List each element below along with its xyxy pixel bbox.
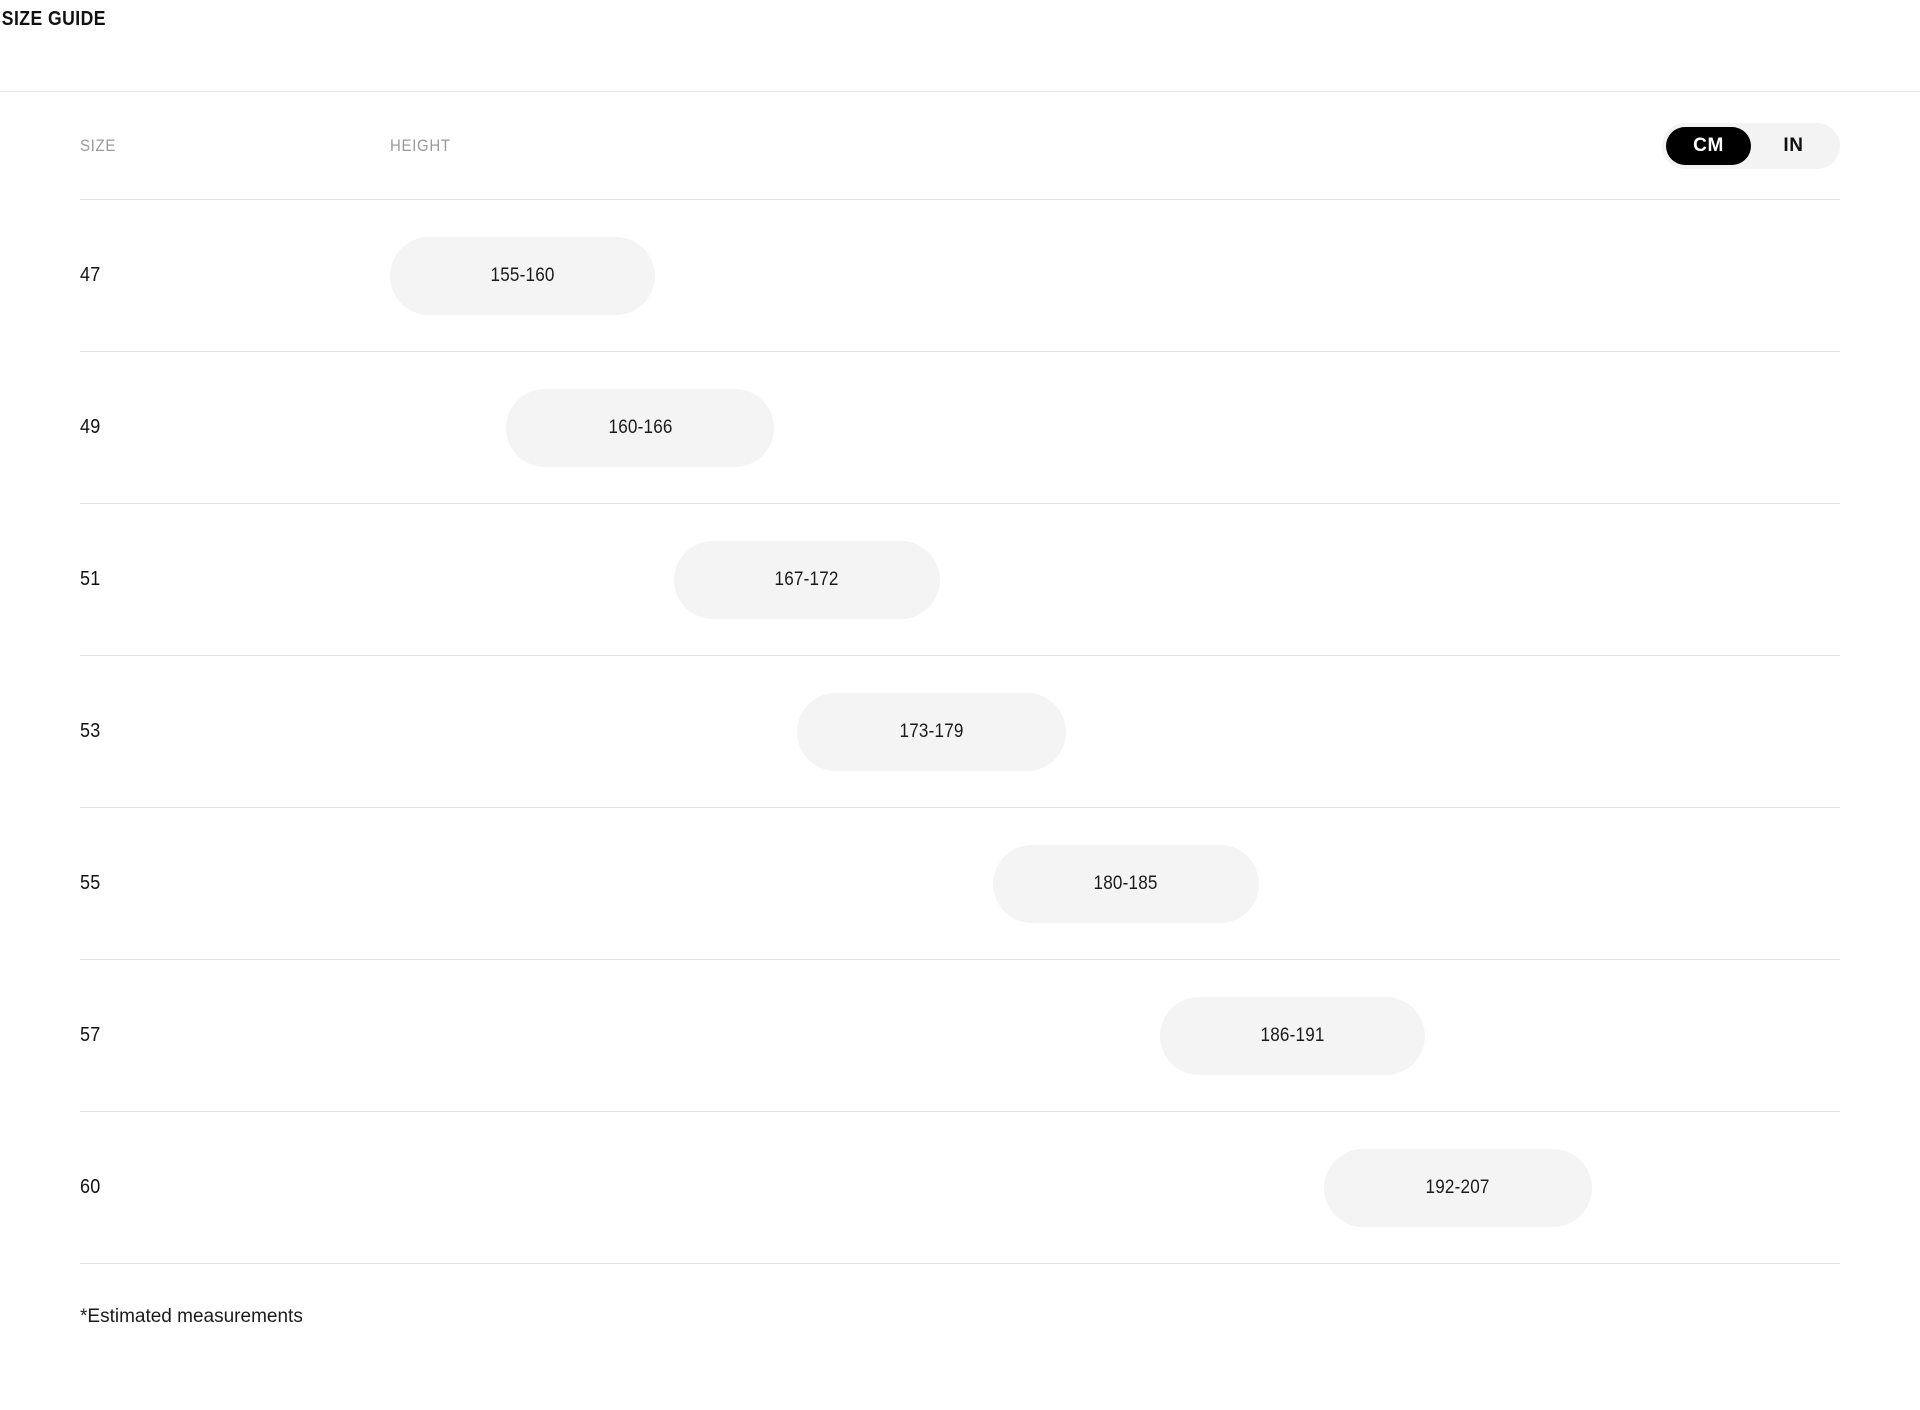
- height-range-bar: [993, 845, 1258, 923]
- table-body: [80, 200, 1840, 1264]
- height-range-bar: [797, 693, 1065, 771]
- table-row: [80, 504, 1840, 656]
- row-size-label: 60: [80, 1176, 101, 1198]
- height-range-bar: [390, 237, 655, 315]
- row-size-label: 49: [80, 416, 101, 438]
- height-range-label: 160-166: [608, 416, 673, 438]
- row-size-label: 53: [80, 720, 101, 742]
- height-bar-track: [390, 1149, 1840, 1227]
- footnote: *Estimated measurements: [80, 1306, 303, 1327]
- table-row: [80, 352, 1840, 504]
- height-bar-track: [390, 541, 1840, 619]
- height-range-label: 155-160: [490, 264, 555, 286]
- row-size-label: 55: [80, 872, 101, 894]
- table-row: [80, 808, 1840, 960]
- table-row: [80, 200, 1840, 352]
- row-size-label: 57: [80, 1024, 101, 1046]
- column-header-size: SIZE: [80, 135, 117, 155]
- column-header-height: HEIGHT: [390, 135, 451, 155]
- height-bar-track: [390, 389, 1840, 467]
- height-bar-track: [390, 237, 1840, 315]
- row-size-label: 51: [80, 568, 101, 590]
- height-bar-track: [390, 693, 1840, 771]
- height-range-label: 192-207: [1425, 1176, 1490, 1198]
- page-header: [0, 0, 1920, 92]
- height-range-label: 167-172: [774, 568, 839, 590]
- height-range-label: 173-179: [899, 720, 964, 742]
- height-range-label: 180-185: [1093, 872, 1158, 894]
- unit-toggle[interactable]: [1662, 123, 1840, 169]
- height-range-bar: [674, 541, 939, 619]
- height-range-label: 186-191: [1260, 1024, 1325, 1046]
- height-range-bar: [1324, 1149, 1592, 1227]
- page-title: SIZE GUIDE: [1, 8, 106, 30]
- unit-option-in[interactable]: IN: [1783, 134, 1804, 156]
- height-range-bar: [1160, 997, 1425, 1075]
- size-table: [0, 92, 1920, 1328]
- unit-option-cm[interactable]: CM: [1666, 127, 1751, 165]
- height-bar-track: [390, 845, 1840, 923]
- table-header-row: [80, 92, 1840, 200]
- table-row: [80, 960, 1840, 1112]
- row-size-label: 47: [80, 264, 101, 286]
- table-row: [80, 656, 1840, 808]
- table-row: [80, 1112, 1840, 1264]
- height-range-bar: [506, 389, 774, 467]
- height-bar-track: [390, 997, 1840, 1075]
